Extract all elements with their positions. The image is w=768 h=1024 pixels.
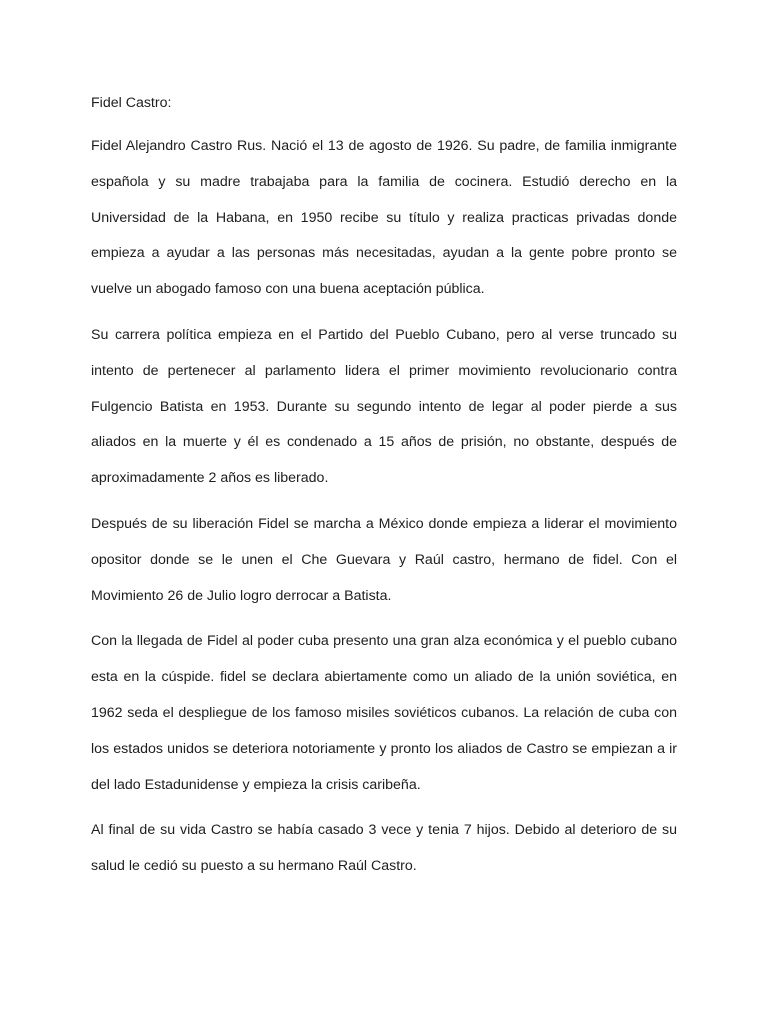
paragraph-government: Con la llegada de Fidel al poder cuba presento una gran alza económica y el pueblo cubano esta en la cúspide. fidel se declara abiertamente como un aliado de la unión soviética, en 1962 seda el despliegue de los famoso misiles soviéticos cubanos. La relación de cuba con los estados unidos se deteriora notoriamente y pronto los aliados de Castro se empiezan a ir del lado Estadunidense y empieza la crisis caribeña.: [91, 633, 677, 793]
paragraph-birth-education: Fidel Alejandro Castro Rus. Nació el 13 de agosto de 1926. Su padre, de familia inmigrante española y su madre trabajaba para la familia de cocinera. Estudió derecho en la Universidad de la Habana, en 1950 recibe su título y realiza practicas privadas donde empieza a ayudar a las personas más necesitadas, ayudan a la gente pobre pronto se vuelve un abogado famoso con una buena aceptación pública.: [91, 138, 677, 298]
document-page: [91, 88, 677, 895]
paragraph-revolution: Después de su liberación Fidel se marcha a México donde empieza a liderar el movimiento opositor donde se le unen el Che Guevara y Raúl castro, hermano de fidel. Con el Movimiento 26 de Julio logro derrocar a Batista.: [91, 515, 677, 604]
document-title: Fidel Castro:: [91, 95, 172, 111]
paragraph-final-years: Al final de su vida Castro se había casado 3 vece y tenia 7 hijos. Debido al deterioro de su salud le cedió su puesto a su hermano Raúl Castro.: [91, 822, 677, 875]
paragraph-political-career: Su carrera política empieza en el Partido del Pueblo Cubano, pero al verse truncado su intento de pertenecer al parlamento lidera el primer movimiento revolucionario contra Fulgencio Batista en 1953. Durante su segundo intento de legar al poder pierde a sus aliados en la muerte y él es condenado a 15 años de prisión, no obstante, después de aproximadamente 2 años es liberado.: [91, 326, 677, 487]
